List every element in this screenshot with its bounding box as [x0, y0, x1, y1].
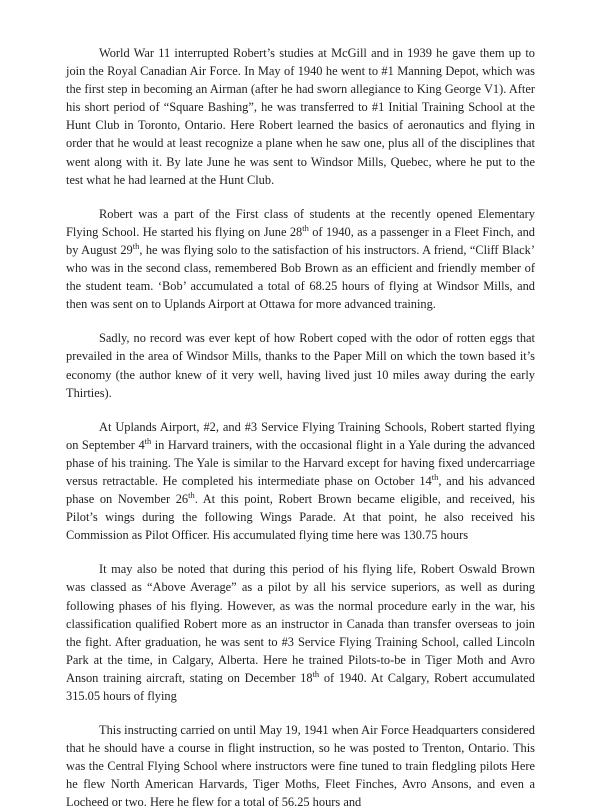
ordinal-suffix: th	[188, 489, 195, 500]
ordinal-suffix: th	[302, 222, 309, 233]
body-paragraph: World War 11 interrupted Robert’s studies at McGill and in 1939 he gave them up to join the Royal Canadian Air Force. In May of 1940 he went to #1 Manning Depot, which was the first step in becoming an Airman (after he had sworn allegiance to King George V1). After his short period of “Square Bashing”, he was transferred to #1 Initial Training School at the Hunt Club in Toronto, Ontario. Here Robert learned the basics of aeronautics and flying in order that he would at least recognize a plane when he saw one, plus all of the disciplines that went along with it. By late June he was sent to Windsor Mills, Quebec, where he put to the test what he had learned at the Hunt Club.	[66, 46, 535, 187]
ordinal-suffix: th	[312, 668, 320, 679]
body-paragraph: This instructing carried on until May 19, 1941 when Air Force Headquarters considered that he should have a course in flight instruction, so he was posted to Trenton, Ontario. This was the Central Flying School where instructors were fine tuned to train fledgling pilots Here he flew North American Harvards, Tiger Moths, Fleet Finches, Avro Ansons, and even a Locheed or two. Here he flew for a total of 56.25 hours and	[66, 723, 535, 810]
body-paragraph: It may also be noted that during this period of his flying life, Robert Oswald Brown was classed as “Above Average” as a pilot by all his service superiors, as well as during following phases of his flying. However, as was the normal procedure early in the war, his classification qualified Robert more as an instructor in Canada than transfer overseas to join the fight. After graduation, he was sent to #3 Service Flying Training School, called Lincoln Park at the time, in Calgary, Alberta. Here he trained Pilots-to-be in Tiger Moth and Avro Anson training aircraft, stating on December 18th of 1940. At Calgary, Robert accumulated 315.05 hours of flying	[66, 562, 535, 703]
body-paragraph: Sadly, no record was ever kept of how Robert coped with the odor of rotten eggs that prevailed in the area of Windsor Mills, thanks to the Paper Mill on which the town based it’s economy (the author knew of it very well, having lived just 10 miles away during the early Thirties).	[66, 331, 535, 400]
body-paragraph: At Uplands Airport, #2, and #3 Service Flying Training Schools, Robert started flying on September 4th in Harvard trainers, with the occasional flight in a Yale during the advanced phase of his training. The Yale is similar to the Harvard except for having fixed undercarriage versus retractable. He completed his intermediate phase on October 14th, and his advanced phase on November 26th. At this point, Robert Brown became eligible, and received, his Pilot’s wings during the following Wings Parade. At that point, he also received his Commission as Pilot Officer. His accumulated flying time here was 130.75 hours	[66, 419, 535, 543]
body-paragraph: Robert was a part of the First class of students at the recently opened Elementary Flying School. He started his flying on June 28th of 1940, as a passenger in a Fleet Finch, and by August 29th, he was flying solo to the satisfaction of his instructors. A friend, “Cliff Black’ who was in the second class, remembered Bob Brown as an efficient and friendly member of the student team. ‘Bob’ accumulated a total of 68.25 hours of flying at Windsor Mills, and then was sent on to Uplands Airport at Ottawa for more advanced training.	[66, 206, 536, 312]
document-text-column	[66, 44, 535, 812]
ordinal-suffix: th	[132, 240, 140, 251]
ordinal-suffix: th	[431, 471, 439, 482]
ordinal-suffix: th	[144, 435, 152, 446]
